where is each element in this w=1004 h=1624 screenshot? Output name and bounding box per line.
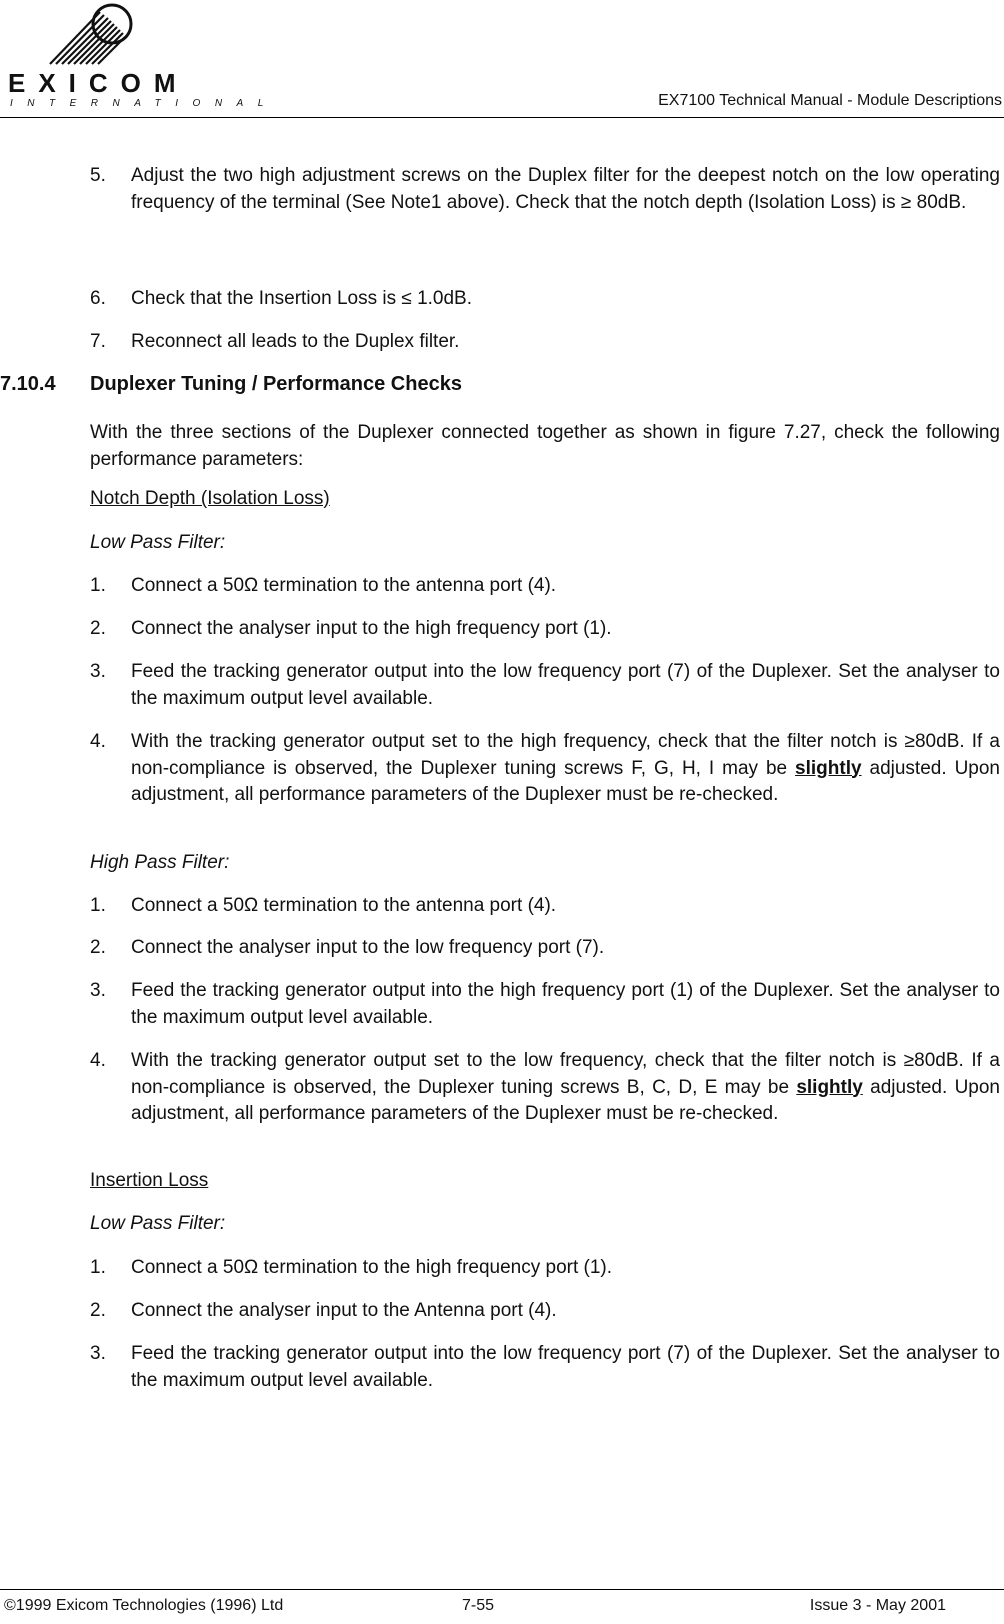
item-text: Reconnect all leads to the Duplex filter. <box>131 331 460 352</box>
logo-subtitle: INTERNATIONAL <box>10 98 278 109</box>
exicom-logo <box>4 2 278 110</box>
item-number: 4. <box>90 731 106 752</box>
page-header <box>0 0 1004 118</box>
item-number: 3. <box>90 980 106 1001</box>
logo-wordmark: EXICOM <box>8 68 189 98</box>
logo-globe-icon <box>4 2 174 72</box>
item-number: 3. <box>90 1343 106 1364</box>
notch-low-pass-label: Low Pass Filter: <box>90 532 226 553</box>
item-number: 4. <box>90 1050 106 1071</box>
item-number: 1. <box>90 895 106 916</box>
emphasis-text: slightly <box>795 757 862 779</box>
item-text: Connect the analyser input to the low frequency port (7). <box>131 937 605 958</box>
item-text: Connect a 50Ω termination to the high frequency port (1). <box>131 1257 613 1278</box>
item-number: 2. <box>90 1300 106 1321</box>
section-intro: With the three sections of the Duplexer connected together as shown in figure 7.27, check the following performance parameters: <box>90 422 1000 470</box>
item-text-part: With the tracking generator output set to the low frequency, check that the filter notch is ≥80dB. If a non-compliance is observed, the Duplexer tuning screws B, C, D, E may be <box>131 1050 1000 1098</box>
item-text <box>131 1048 1000 1128</box>
item-number: 7. <box>90 331 106 352</box>
insertion-loss-heading: Insertion Loss <box>90 1170 209 1191</box>
section-number: 7.10.4 <box>0 373 56 395</box>
item-text: Connect a 50Ω termination to the antenna port (4). <box>131 575 557 596</box>
item-number: 5. <box>90 165 106 186</box>
item-text: Check that the Insertion Loss is ≤ 1.0dB. <box>131 288 472 309</box>
item-text: Connect the analyser input to the high frequency port (1). <box>131 618 612 639</box>
item-text <box>131 729 1000 809</box>
footer-divider <box>0 1589 1004 1590</box>
item-text-part: adjusted. Upon adjustment, all performance parameters of the Duplexer must be re-checked. <box>131 1076 1001 1124</box>
item-text: Feed the tracking generator output into the high frequency port (1) of the Duplexer. Set the analyser to the maximum output level available. <box>131 980 1000 1028</box>
notch-high-pass-label: High Pass Filter: <box>90 852 230 873</box>
footer-issue: Issue 3 - May 2001 <box>809 1597 946 1614</box>
item-text: Adjust the two high adjustment screws on the Duplex filter for the deepest notch on the low operating frequency of the terminal (See Note1 above). Check that the notch depth (Isolation Loss) is ≥ 80dB. <box>131 165 1000 213</box>
document-title: EX7100 Technical Manual - Module Descriptions <box>658 92 1002 109</box>
section-heading <box>0 373 462 396</box>
item-number: 1. <box>90 575 106 596</box>
section-title: Duplexer Tuning / Performance Checks <box>90 373 462 395</box>
notch-depth-heading: Notch Depth (Isolation Loss) <box>90 488 330 509</box>
emphasis-text: slightly <box>796 1076 863 1098</box>
item-number: 6. <box>90 288 106 309</box>
item-text: Connect the analyser input to the Antenna port (4). <box>131 1300 557 1321</box>
item-text-part: With the tracking generator output set to the high frequency, check that the filter notch is ≥80dB. If a non-compliance is observed, the Duplexer tuning screws F, G, H, I may be <box>131 731 1000 779</box>
item-number: 1. <box>90 1257 106 1278</box>
item-number: 3. <box>90 661 106 682</box>
item-text: Feed the tracking generator output into the low frequency port (7) of the Duplexer. Set the analyser to the maximum output level available. <box>131 1343 1000 1391</box>
item-text: Feed the tracking generator output into the low frequency port (7) of the Duplexer. Set the analyser to the maximum output level available. <box>131 661 1000 709</box>
item-number: 2. <box>90 937 106 958</box>
header-divider <box>0 117 1004 118</box>
item-text-part: adjusted. Upon adjustment, all performance parameters of the Duplexer must be re-checked. <box>131 757 1000 805</box>
footer-copyright: ©1999 Exicom Technologies (1996) Ltd <box>4 1597 284 1614</box>
item-text: Connect a 50Ω termination to the antenna port (4). <box>131 895 557 916</box>
footer-page-number: 7-55 <box>462 1597 495 1614</box>
insertion-low-pass-label: Low Pass Filter: <box>90 1213 226 1234</box>
item-number: 2. <box>90 618 106 639</box>
